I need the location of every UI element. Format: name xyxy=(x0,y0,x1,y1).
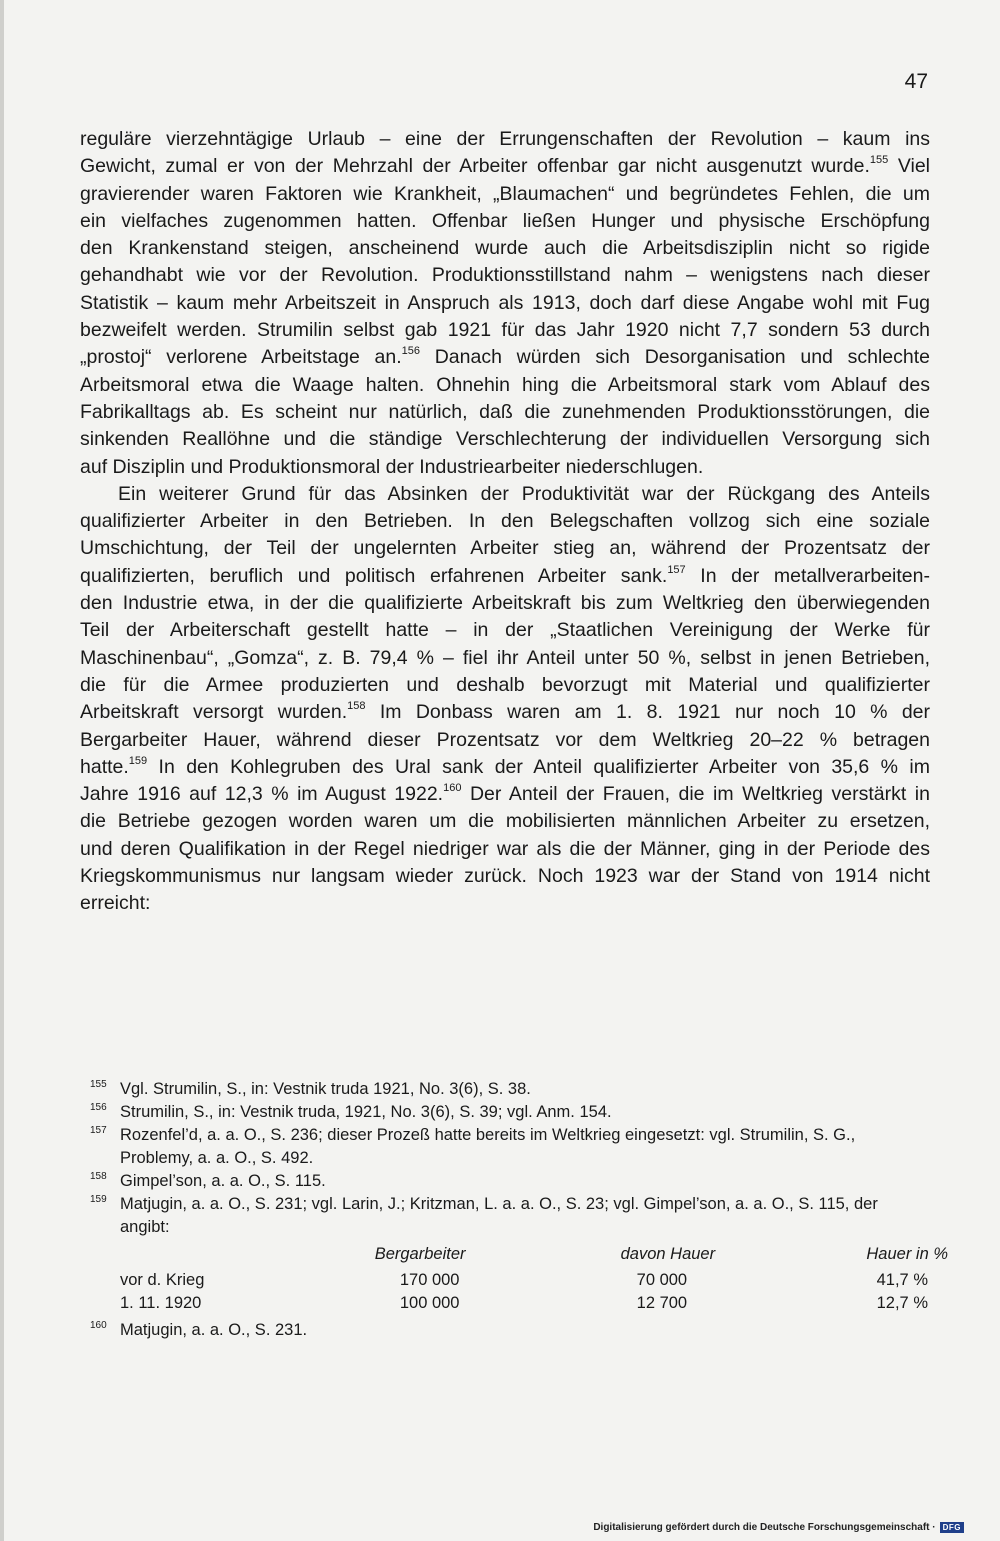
footnote-table xyxy=(120,1243,948,1315)
footnote-155 xyxy=(88,1078,948,1101)
footnote-text: Rozenfel’d, a. a. O., S. 236; dieser Prozeß hatte bereits im Weltkrieg eingesetzt: vgl. Strumilin, S. G., xyxy=(120,1126,856,1144)
footnote-ref[interactable]: 160 xyxy=(443,782,462,795)
table-cell: 12 700 xyxy=(636,1294,688,1312)
table-cell: 100 000 xyxy=(399,1294,460,1312)
footnote-number: 159 xyxy=(90,1194,107,1205)
text-line: Statistik – kaum mehr Arbeitszeit in Anspruch als 1913, doch darf diese Angabe wohl mit Fug xyxy=(80,291,930,314)
text-line: Gewicht, zumal er von der Mehrzahl der Arbeiter offenbar gar nicht ausgenutzt wurde.$^{155}$ Viel xyxy=(80,154,930,178)
text-line: den Krankenstand steigen, anscheinend wurde auch die Arbeitsdisziplin nicht so rigide xyxy=(80,237,930,260)
text-line: den Industrie etwa, in der die qualifizierte Arbeitskraft bis zum Weltkrieg den überwiegenden xyxy=(80,592,930,615)
footnote-text: Gimpel’son, a. a. O., S. 115. xyxy=(120,1172,326,1190)
footnote-text: Matjugin, a. a. O., S. 231. xyxy=(120,1321,308,1339)
table-header: Bergarbeiter xyxy=(374,1244,466,1263)
text-line: und deren Qualifikation in der Regel niedriger war als die der Männer, ging in der Periode des xyxy=(80,837,930,860)
scan-edge xyxy=(0,0,4,1541)
table-cell: 1. 11. 1920 xyxy=(120,1294,202,1312)
footnote-156 xyxy=(88,1101,948,1124)
text-line: Maschinenbau“, „Gomza“, z. B. 79,4 % – fiel ihr Anteil unter 50 %, selbst in jenen Betrieben, xyxy=(80,646,930,669)
text-line: Teil der Arbeiterschaft gestellt hatte – in der „Staatlichen Vereinigung der Werke für xyxy=(80,619,930,642)
text-line: qualifizierter Arbeiter in den Betrieben. In den Belegschaften vollzog sich eine soziale xyxy=(80,510,930,533)
footnote-text: Vgl. Strumilin, S., in: Vestnik truda 1921, No. 3(6), S. 38. xyxy=(120,1080,531,1098)
text-line: auf Disziplin und Produktionsmoral der Industriearbeiter niederschlugen. xyxy=(80,455,704,478)
footnote-number: 160 xyxy=(90,1320,107,1331)
footnote-160 xyxy=(88,1319,948,1342)
footnote-ref[interactable]: 159 xyxy=(128,754,148,767)
table-header xyxy=(120,1243,260,1269)
text-line: ein vielfaches zugenommen hatten. Offenbar ließen Hunger und physische Erschöpfung xyxy=(80,209,930,232)
text-line: die für die Armee produzierten und deshalb bevorzugt mit Material und qualifizierter xyxy=(80,673,930,696)
footnote-text: Matjugin, a. a. O., S. 231; vgl. Larin, J.; Kritzman, L. a. a. O., S. 23; vgl. Gimpel’son, a. a. O., S. 115, der xyxy=(120,1195,878,1213)
table-row xyxy=(120,1292,948,1315)
text-line: hatte.$^{159}$ In den Kohlegruben des Ural sank der Anteil qualifizierter Arbeiter von 35,6 % im xyxy=(80,754,930,778)
text-line: Arbeitskraft versorgt wurden.$^{158}$ Im Donbass waren am 1. 8. 1921 nur noch 10 % der xyxy=(80,700,931,724)
footnote-ref[interactable]: 155 xyxy=(869,154,889,167)
text-line: „prostoj“ verlorene Arbeitstage an.$^{156}$ Danach würden sich Desorganisation und schlechte xyxy=(80,345,930,369)
text-line: Arbeitsmoral etwa die Waage halten. Ohnehin hing die Arbeitsmoral stark vom Ablauf des xyxy=(80,373,930,396)
footnote-ref[interactable]: 157 xyxy=(667,563,686,576)
footnote-number: 156 xyxy=(90,1102,107,1113)
footnote-text: Strumilin, S., in: Vestnik truda, 1921, No. 3(6), S. 39; vgl. Anm. 154. xyxy=(120,1103,612,1121)
text-line: Ein weiterer Grund für das Absinken der Produktivität war der Rückgang des Anteils xyxy=(118,482,930,505)
text-line: Umschichtung, der Teil der ungelernten Arbeiter stieg an, während der Prozentsatz der xyxy=(80,537,930,560)
text-line: Kriegskommunismus nur langsam wieder zurück. Noch 1923 war der Stand von 1914 nicht xyxy=(80,865,930,888)
text-line: erreicht: xyxy=(80,892,151,915)
table-header-row xyxy=(120,1243,948,1269)
table-cell: 12,7 % xyxy=(876,1294,928,1312)
footnote-text: Problemy, a. a. O., S. 492. xyxy=(120,1149,314,1167)
text-line: qualifizierten, beruflich und politisch erfahrenen Arbeiter sank.$^{157}$ In der metallverarbeiten- xyxy=(80,563,930,587)
table-cell: 70 000 xyxy=(636,1271,688,1289)
table-cell: 170 000 xyxy=(399,1271,460,1289)
digitization-credit xyxy=(593,1522,964,1533)
page-number: 47 xyxy=(904,70,928,93)
footnote-ref[interactable]: 156 xyxy=(401,345,420,358)
footnote-159 xyxy=(88,1193,948,1239)
footnote-text: angibt: xyxy=(120,1218,170,1236)
table-header: davon Hauer xyxy=(620,1244,716,1263)
text-line: Jahre 1916 auf 12,3 % im August 1922.$^{160}$ Der Anteil der Frauen, die im Weltkrieg verstärkt in xyxy=(80,782,930,806)
footnote-ref[interactable]: 158 xyxy=(347,700,366,713)
footnote-158 xyxy=(88,1170,948,1193)
footnote-number: 155 xyxy=(90,1079,107,1090)
table-cell: 41,7 % xyxy=(876,1271,928,1289)
text-line: Fabrikalltags ab. Es scheint nur natürlich, daß die zunehmenden Produktionsstörungen, die xyxy=(80,400,930,423)
text-line: reguläre vierzehntägige Urlaub – eine der Errungenschaften der Revolution – kaum ins xyxy=(80,128,930,150)
footnote-157 xyxy=(88,1124,948,1170)
text-line: sinkenden Reallöhne und die ständige Verschlechterung der individuellen Versorgung sich xyxy=(80,428,930,451)
table-cell: vor d. Krieg xyxy=(120,1271,205,1289)
footnote-number: 157 xyxy=(90,1125,107,1136)
credit-text: Digitalisierung gefördert durch die Deutsche Forschungsgemeinschaft · xyxy=(593,1522,936,1533)
text-line: gravierender waren Faktoren wie Krankheit, „Blaumachen“ und begründetes Fehlen, die um xyxy=(80,182,930,205)
table-header: Hauer in % xyxy=(866,1244,948,1263)
footnotes xyxy=(88,1078,948,1342)
text-line: gehandhabt wie vor der Revolution. Produktionsstillstand nahm – wenigstens nach dieser xyxy=(80,264,930,287)
text-line: bezweifelt werden. Strumilin selbst gab 1921 für das Jahr 1920 nicht 7,7 sondern 53 durch xyxy=(80,319,930,342)
table-row xyxy=(120,1269,948,1292)
dfg-logo: DFG xyxy=(940,1522,964,1533)
footnote-number: 158 xyxy=(90,1171,107,1182)
text-line: die Betriebe gezogen worden waren um die mobilisierten männlichen Arbeiter zu ersetzen, xyxy=(80,810,930,833)
text-line: Bergarbeiter Hauer, während dieser Prozentsatz vor dem Weltkrieg 20–22 % betragen xyxy=(80,728,930,751)
body-text xyxy=(80,126,930,918)
